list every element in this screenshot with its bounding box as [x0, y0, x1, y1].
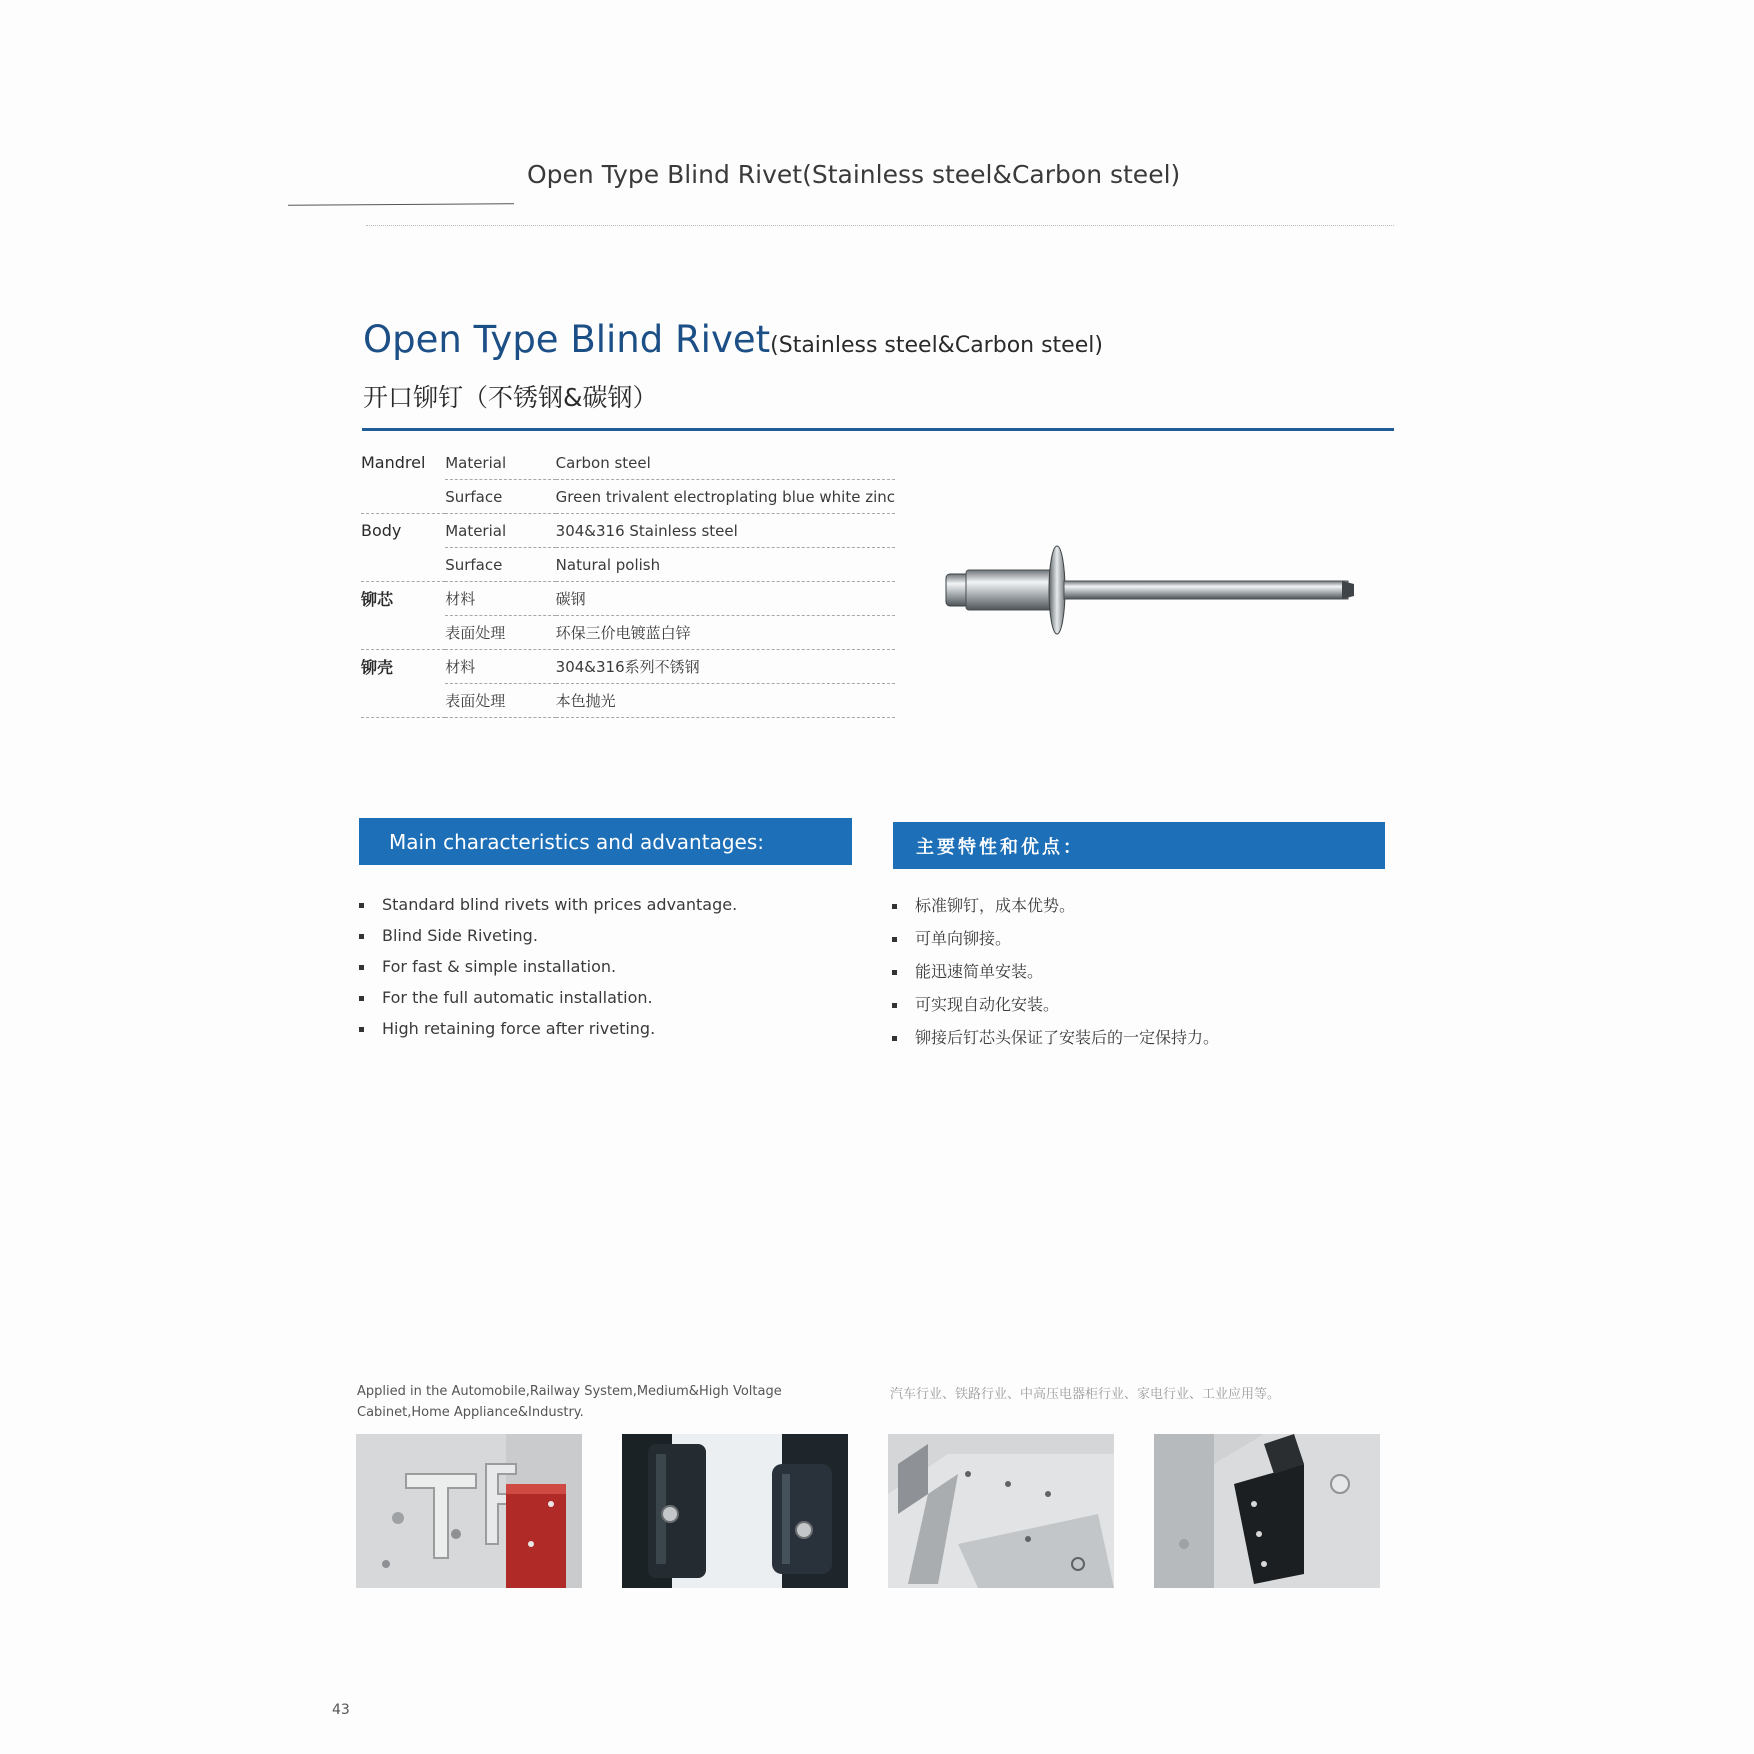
- list-item: Standard blind rivets with prices advantage.: [358, 894, 737, 925]
- spec-property: 材料: [445, 650, 555, 684]
- list-item: High retaining force after riveting.: [358, 1018, 737, 1049]
- spec-row: [361, 684, 895, 718]
- spec-value: 304&316 Stainless steel: [556, 514, 895, 548]
- spec-row: [361, 582, 895, 616]
- spec-group-label: Mandrel: [361, 453, 426, 473]
- spec-table: [361, 446, 895, 718]
- spec-property: 材料: [445, 582, 555, 616]
- spec-group-label: 铆芯: [361, 590, 394, 610]
- list-item: 可实现自动化安装。: [891, 994, 1219, 1027]
- spec-property: Material: [445, 446, 555, 480]
- rivet-image: [940, 540, 1360, 640]
- header-dotted-divider: [366, 225, 1394, 226]
- header-title: Open Type Blind Rivet(Stainless steel&Carbon steel): [527, 160, 1181, 189]
- spec-property: 表面处理: [445, 616, 555, 650]
- list-item: For fast & simple installation.: [358, 956, 737, 987]
- application-text-en: Applied in the Automobile,Railway System,Medium&High Voltage Cabinet,Home Appliance&Industry.: [357, 1384, 782, 1420]
- spec-value: 碳钢: [556, 582, 895, 616]
- spec-property: Material: [445, 514, 555, 548]
- spec-group-spacer: [361, 616, 445, 650]
- spec-group-spacer: [361, 684, 445, 718]
- rivet-mandrel-shank: [1064, 581, 1348, 599]
- rivet-flange: [1049, 546, 1065, 634]
- spec-group-label: 铆壳: [361, 658, 394, 678]
- application-photo-automobile: [356, 1434, 582, 1588]
- list-item: Blind Side Riveting.: [358, 925, 737, 956]
- spec-row: [361, 514, 895, 548]
- list-item: 标准铆钉，成本优势。: [891, 895, 1219, 928]
- spec-value: Carbon steel: [556, 446, 895, 480]
- spec-row: [361, 480, 895, 514]
- spec-value: 304&316系列不锈钢: [556, 650, 895, 684]
- application-photo-cabinet: [888, 1434, 1114, 1588]
- spec-property: Surface: [445, 480, 555, 514]
- rivet-body: [966, 570, 1054, 610]
- application-text-cn: 汽车行业、铁路行业、中高压电器柜行业、家电行业、工业应用等。: [890, 1387, 1281, 1402]
- spec-property: 表面处理: [445, 684, 555, 718]
- characteristics-list-cn: [891, 895, 1219, 1060]
- spec-value: 本色抛光: [556, 684, 895, 718]
- spec-value: 环保三价电镀蓝白锌: [556, 616, 895, 650]
- spec-row: [361, 616, 895, 650]
- spec-row: [361, 548, 895, 582]
- spec-group-label: Body: [361, 521, 402, 541]
- application-photo-railway: [622, 1434, 848, 1588]
- spec-row: [361, 446, 895, 480]
- rivet-mandrel-tip: [1342, 581, 1354, 599]
- characteristics-banner-cn: 主要特性和优点：: [893, 822, 1385, 869]
- header-rule: [288, 203, 514, 206]
- title-divider: [362, 428, 1394, 431]
- spec-value: Green trivalent electroplating blue white zinc: [556, 480, 895, 514]
- characteristics-list-en: [358, 894, 737, 1049]
- spec-property: Surface: [445, 548, 555, 582]
- list-item: 能迅速简单安装。: [891, 961, 1219, 994]
- spec-row: [361, 650, 895, 684]
- application-photo-appliance: [1154, 1434, 1380, 1588]
- spec-group-spacer: [361, 548, 445, 582]
- product-title: [363, 318, 1103, 361]
- list-item: 可单向铆接。: [891, 928, 1219, 961]
- product-title-cn: 开口铆钉（不锈钢&碳钢）: [363, 383, 658, 412]
- spec-value: Natural polish: [556, 548, 895, 582]
- list-item: 铆接后钉芯头保证了安装后的一定保持力。: [891, 1027, 1219, 1060]
- characteristics-banner-en: Main characteristics and advantages:: [359, 818, 852, 865]
- list-item: For the full automatic installation.: [358, 987, 737, 1018]
- page-number: 43: [332, 1702, 350, 1718]
- product-title-main: Open Type Blind Rivet: [363, 318, 771, 361]
- spec-group-spacer: [361, 480, 445, 514]
- product-title-suffix: (Stainless steel&Carbon steel): [770, 333, 1103, 358]
